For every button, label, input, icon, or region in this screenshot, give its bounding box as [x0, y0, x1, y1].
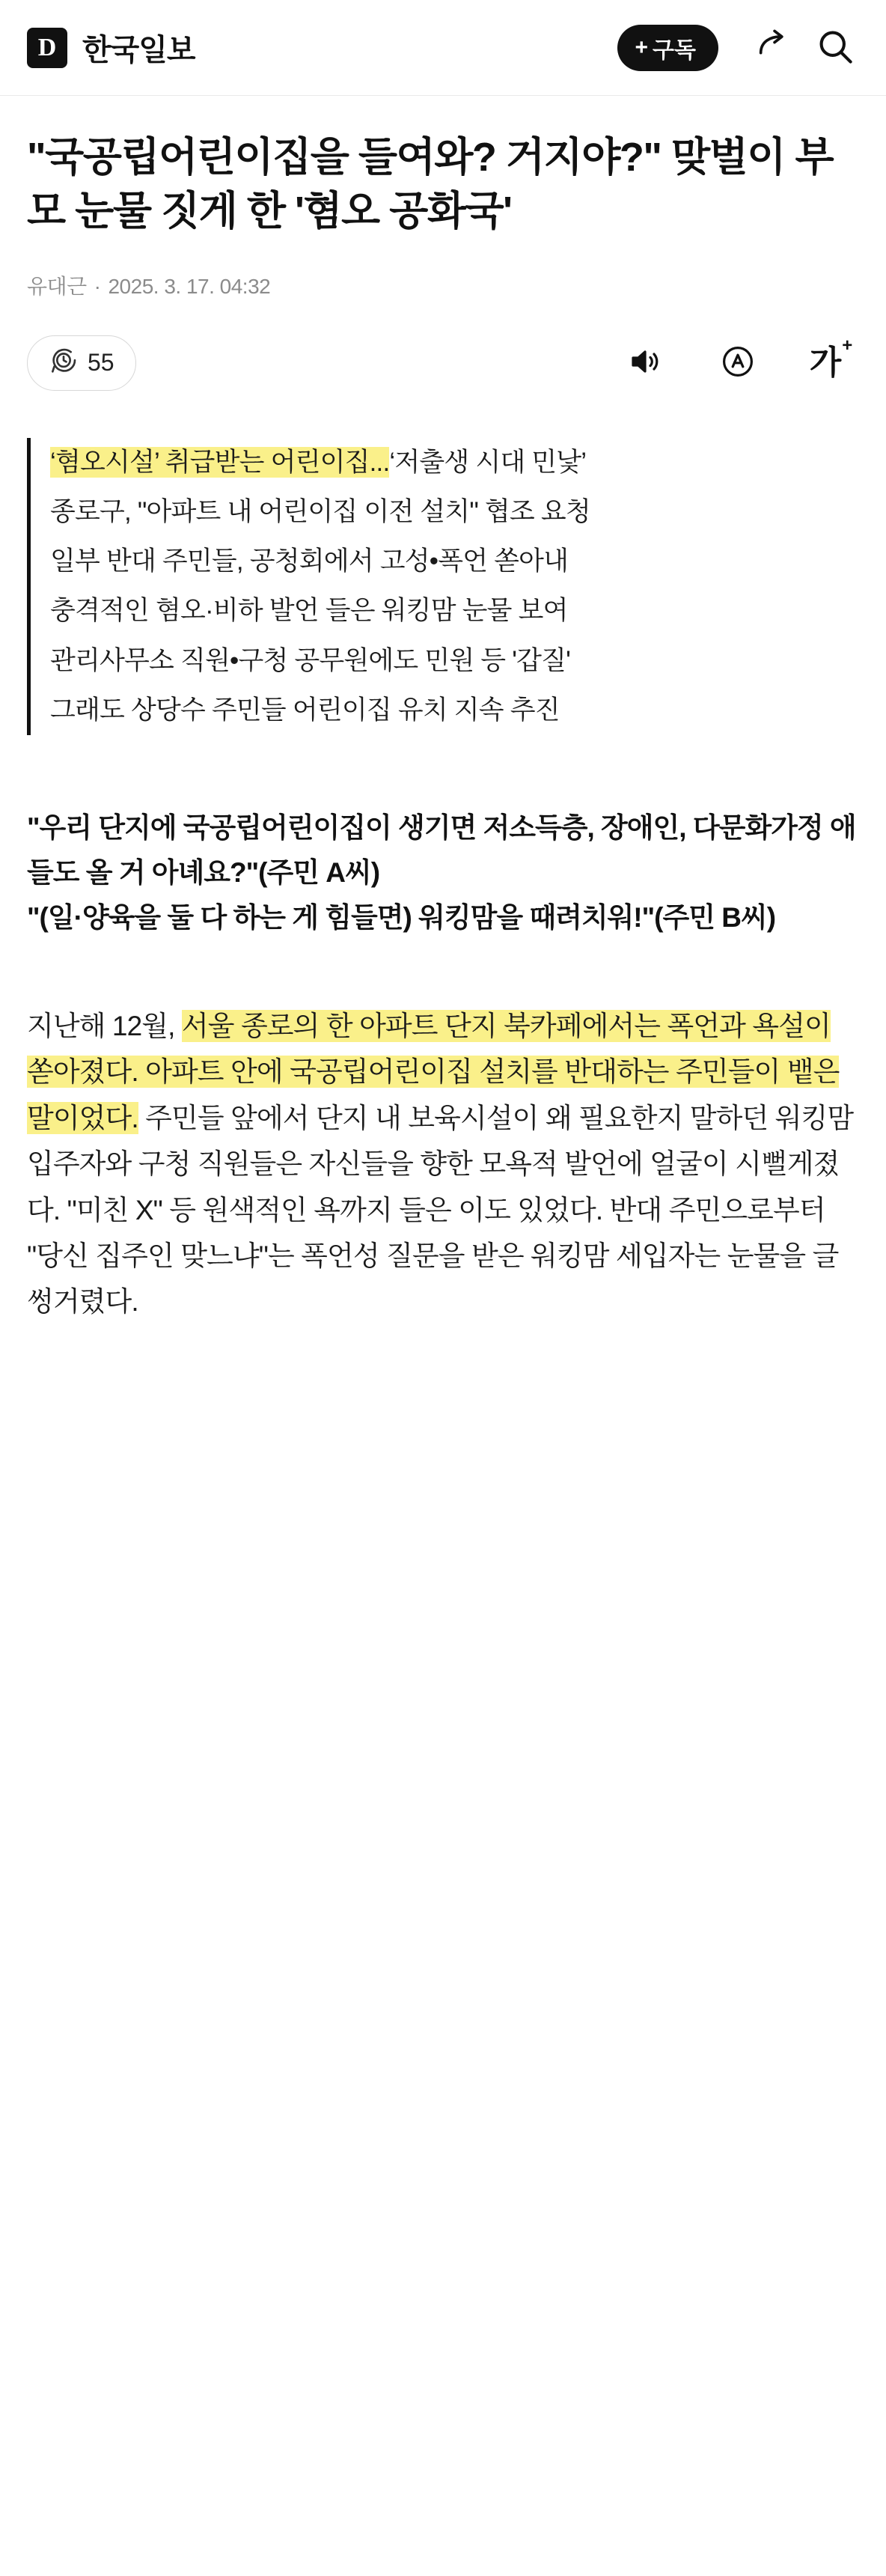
summary-line: 일부 반대 주민들, 공청회에서 고성•폭언 쏟아내	[50, 546, 569, 576]
byline	[27, 270, 859, 300]
font-size-glyph: 가	[809, 344, 842, 381]
article-lead-quotes	[27, 806, 859, 940]
font-a-icon	[720, 344, 756, 382]
article-action-row	[27, 333, 859, 393]
logo-letter: D	[37, 33, 57, 61]
search-button[interactable]	[811, 24, 859, 72]
subscribe-button[interactable]	[617, 25, 719, 71]
body-text-plain-lead: 지난해 12월,	[27, 1011, 182, 1042]
subscribe-button-label: 구독	[653, 37, 696, 63]
plus-icon: +	[635, 34, 649, 60]
article-container	[0, 130, 886, 1325]
share-button[interactable]	[750, 24, 798, 72]
lead-quote: "우리 단지에 국공립어린이집이 생기면 저소득층, 장애인, 다문화가정 애들도 올 거 아녜요?"(주민 A씨)	[27, 812, 856, 889]
comment-clock-icon	[49, 346, 79, 380]
translate-button[interactable]	[714, 339, 762, 387]
font-size-icon	[809, 335, 853, 381]
summary-line: 충격적인 혐오·비하 발언 들은 워킹맘 눈물 보여	[50, 596, 568, 626]
page-title: "국공립어린이집을 들여와? 거지야?" 맞벌이 부모 눈물 짓게 한 '혐오 공화국'	[27, 135, 834, 234]
brand-logo[interactable]	[27, 26, 195, 69]
action-icon-group	[621, 335, 859, 387]
search-icon	[816, 27, 855, 68]
comment-count-button[interactable]	[27, 335, 136, 391]
publish-timestamp: 2025. 3. 17. 04:32	[108, 274, 271, 298]
article-paragraph	[27, 1003, 859, 1325]
body-text-plain-rest: 주민들 앞에서 단지 내 보육시설이 왜 필요한지 말하던 워킹맘 입주자와 구청 직원들은 자신들을 향한 모욕적 발언에 얼굴이 시뻘게졌다. "미친 X" 등 원색적인 욕까지 들은 이도 있었다. 반대 주민으로부터 "당신 집주인 맞느냐"는 폭언성 질문을 받은 워킹맘 세입자는 눈물을 글썽거렸다.	[27, 1102, 854, 1318]
article-summary-box	[27, 438, 859, 736]
share-icon	[754, 27, 793, 68]
top-navigation-bar	[0, 0, 886, 96]
body-text-highlight: 서울 종로의 한 아파트 단지 북카페에서는 폭언과 욕설이 쏟아졌다. 아파트 안에 국공립어린이집 설치를 반대하는 주민들이 뱉은 말이었다.	[27, 1011, 840, 1133]
summary-line: 그래도 상당수 주민들 어린이집 유치 지속 추진	[50, 695, 560, 725]
listen-article-button[interactable]	[621, 339, 669, 387]
publisher-logo-icon	[27, 28, 67, 68]
byline-separator: ·	[94, 274, 101, 298]
font-size-plus: +	[842, 335, 853, 356]
author-name: 유대근	[27, 274, 87, 298]
summary-line: 관리사무소 직원•구청 공무원에도 민원 등 '갑질'	[50, 645, 571, 675]
summary-line-rest: ‘저출생 시대 민낯’	[389, 447, 587, 477]
publisher-name: 한국일보	[82, 34, 195, 67]
summary-line	[50, 442, 859, 483]
summary-line: 종로구, "아파트 내 어린이집 이전 설치" 협조 요청	[50, 496, 590, 526]
summary-line-highlight: ‘혐오시설’ 취급받는 어린이집...	[50, 447, 390, 477]
lead-quote: "(일·양육을 둘 다 하는 게 힘들면) 워킹맘을 때려치워!"(주민 B씨)	[27, 902, 776, 934]
article-body	[27, 1003, 859, 1325]
font-size-button[interactable]	[807, 335, 855, 387]
speaker-icon	[627, 344, 663, 382]
comment-count-label: 55	[88, 349, 114, 377]
